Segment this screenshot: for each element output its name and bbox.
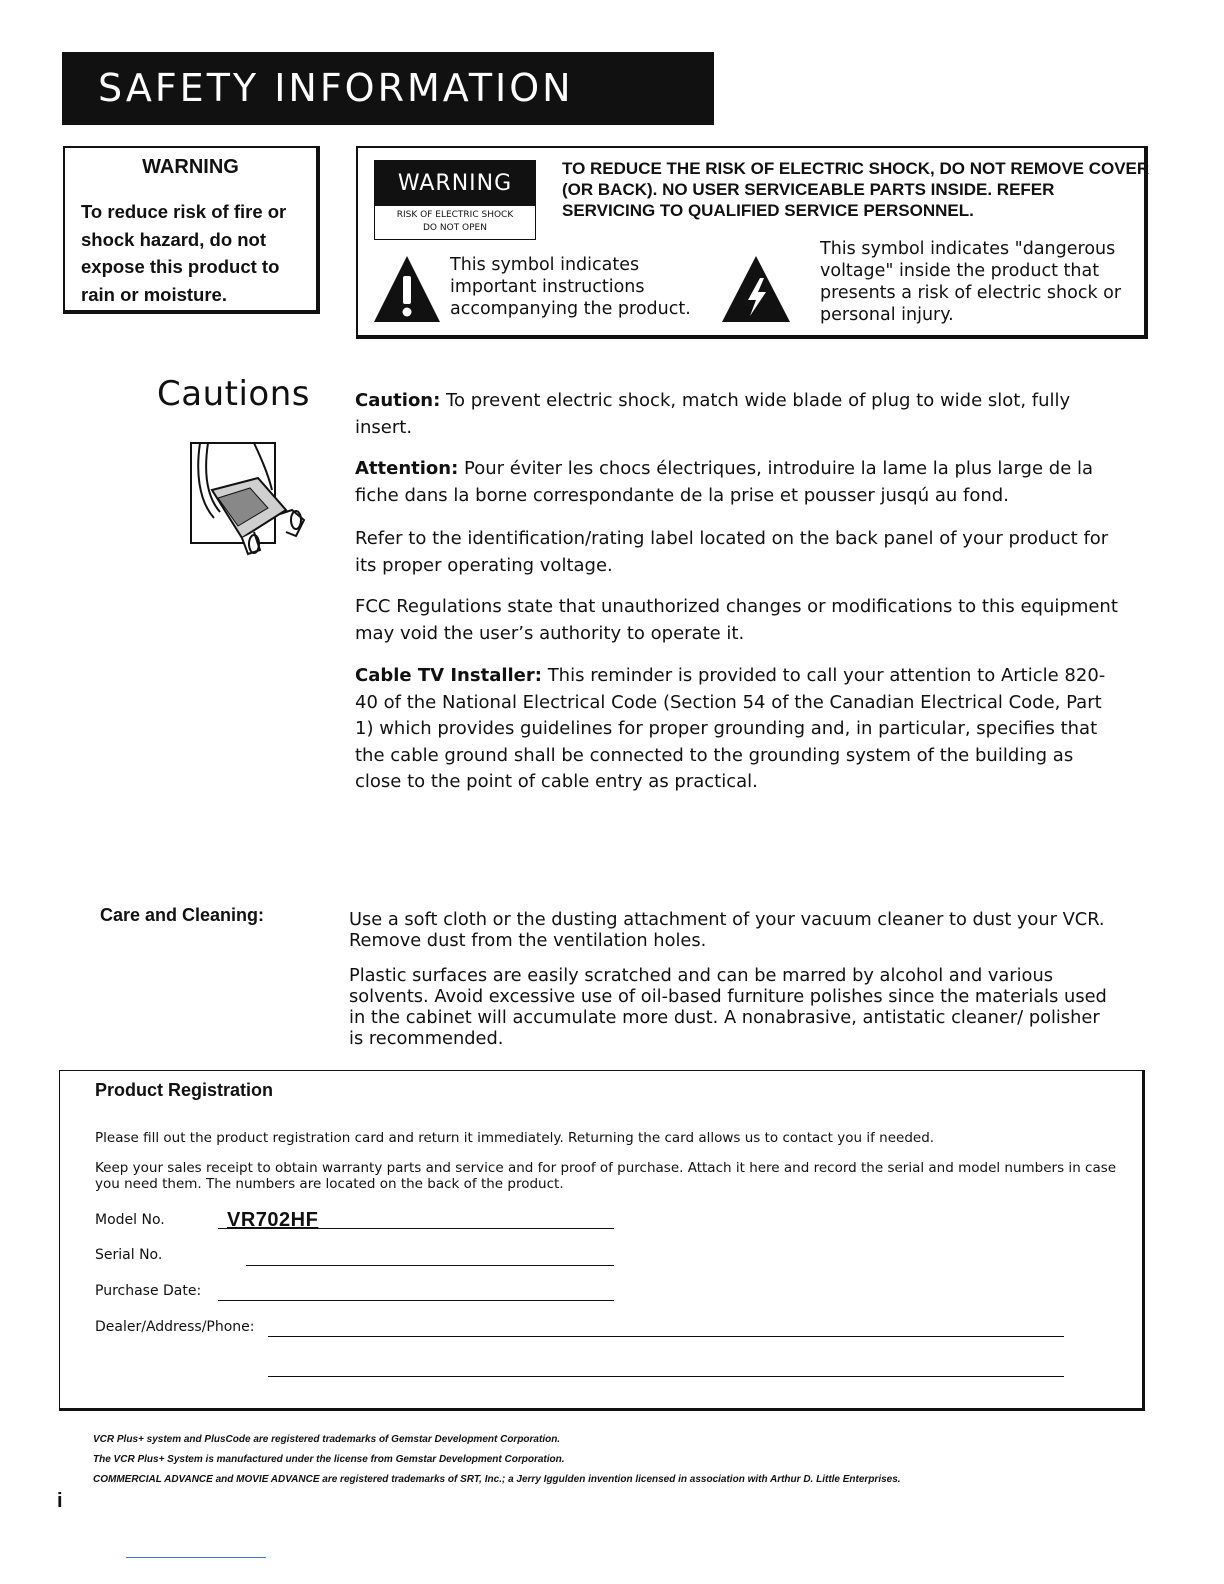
polarized-plug-icon (188, 440, 312, 560)
serial-number-line (246, 1265, 614, 1266)
caution-label: Caution: (355, 390, 441, 411)
serial-number-label: Serial No. (95, 1247, 163, 1263)
trademark-note-1: VCR Plus+ system and PlusCode are registered trademarks of Gemstar Development Corporation. (93, 1434, 561, 1445)
dealer-info-line-2 (268, 1376, 1064, 1377)
exclamation-symbol-text: This symbol indicates important instructions accompanying the product. (450, 255, 691, 319)
registration-title: Product Registration (95, 1080, 274, 1100)
fcc-paragraph: FCC Regulations state that unauthorized changes or modifications to this equipment may void the user’s authority to operate it. (355, 596, 1118, 644)
purchase-date-line (218, 1300, 614, 1301)
attention-paragraph (355, 456, 1125, 509)
cable-installer-paragraph (355, 663, 1125, 796)
cautions-heading: Cautions (157, 374, 310, 414)
attention-text: Pour éviter les chocs électriques, introduire la lame la plus large de la fiche dans la borne correspondante de la prise et pousser jusqú au fond. (355, 458, 1094, 506)
rating-label-paragraph: Refer to the identification/rating label located on the back panel of your product for its proper operating voltage. (355, 528, 1109, 576)
section-header (62, 52, 714, 125)
fire-warning-title: WARNING (142, 156, 239, 178)
care-paragraph-2: Plastic surfaces are easily scratched and can be marred by alcohol and various solvents. Avoid excessive use of oil-based furniture polishes since the materials used in the cabinet will accumulate more dust. A nonabrasive, antistatic cleaner/ polisher is recommended. (349, 965, 1107, 1049)
dealer-info-label: Dealer/Address/Phone: (95, 1319, 255, 1335)
cable-installer-label: Cable TV Installer: (355, 665, 542, 686)
caution-text: To prevent electric shock, match wide blade of plug to wide slot, fully insert. (355, 390, 1071, 438)
care-cleaning-heading: Care and Cleaning: (100, 905, 265, 925)
page-number: i (57, 1490, 63, 1512)
cable-installer-text: This reminder is provided to call your attention to Article 820-40 of the National Electrical Code (Section 54 of the Canadian Electrical Code, Part 1) which provides guidelines for proper grounding and, in particular, specifies that the cable ground shall be connected to the grounding system of the building as close to the point of cable entry as practical. (355, 665, 1106, 792)
product-registration-box (59, 1070, 1145, 1411)
shock-label-title: WARNING (375, 161, 535, 206)
shock-label-line2: DO NOT OPEN (423, 223, 487, 233)
dangerous-voltage-symbol-text: This symbol indicates "dangerous voltage" inside the product that presents a risk of electric shock or personal injury. (820, 239, 1122, 325)
model-number-value: VR702HF (227, 1209, 319, 1231)
purchase-date-label: Purchase Date: (95, 1283, 202, 1299)
fire-warning-text: To reduce risk of fire or shock hazard, do not expose this product to rain or moisture. (81, 201, 287, 305)
fire-warning-box (63, 146, 320, 314)
trademark-note-3: COMMERCIAL ADVANCE and MOVIE ADVANCE are registered trademarks of SRT, Inc.; a Jerry Iggulden invention licensed in association with Arthur D. Little Enterprises. (93, 1474, 901, 1485)
shock-warning-label (374, 160, 536, 240)
bottom-rule (126, 1557, 266, 1558)
registration-text-2: Keep your sales receipt to obtain warranty parts and service and for proof of purchase. Attach it here and record the serial and model numbers in case you need them. The numbers are located on the back of the product. (95, 1160, 1117, 1192)
model-number-label: Model No. (95, 1212, 165, 1228)
caution-paragraph (355, 388, 1125, 441)
shock-label-line1: RISK OF ELECTRIC SHOCK (396, 210, 514, 220)
trademark-note-2: The VCR Plus+ System is manufactured under the license from Gemstar Development Corporation. (93, 1454, 565, 1465)
electric-shock-warning-box (356, 146, 1148, 339)
lightning-bolt-triangle-icon (720, 254, 792, 324)
care-paragraph-1: Use a soft cloth or the dusting attachment of your vacuum cleaner to dust your VCR. Remove dust from the ventilation holes. (349, 909, 1105, 951)
page-title: SAFETY INFORMATION (98, 66, 574, 110)
exclamation-triangle-icon (372, 254, 442, 324)
shock-warning-text: TO REDUCE THE RISK OF ELECTRIC SHOCK, DO NOT REMOVE COVER (OR BACK). NO USER SERVICEABLE PARTS INSIDE. REFER SERVICING TO QUALIFIED SERVICE PERSONNEL. (562, 159, 1150, 220)
registration-text-1: Please fill out the product registration card and return it immediately. Returning the card allows us to contact you if needed. (95, 1130, 935, 1146)
model-number-line (218, 1228, 614, 1229)
attention-label: Attention: (355, 458, 459, 479)
dealer-info-line-1 (268, 1336, 1064, 1337)
